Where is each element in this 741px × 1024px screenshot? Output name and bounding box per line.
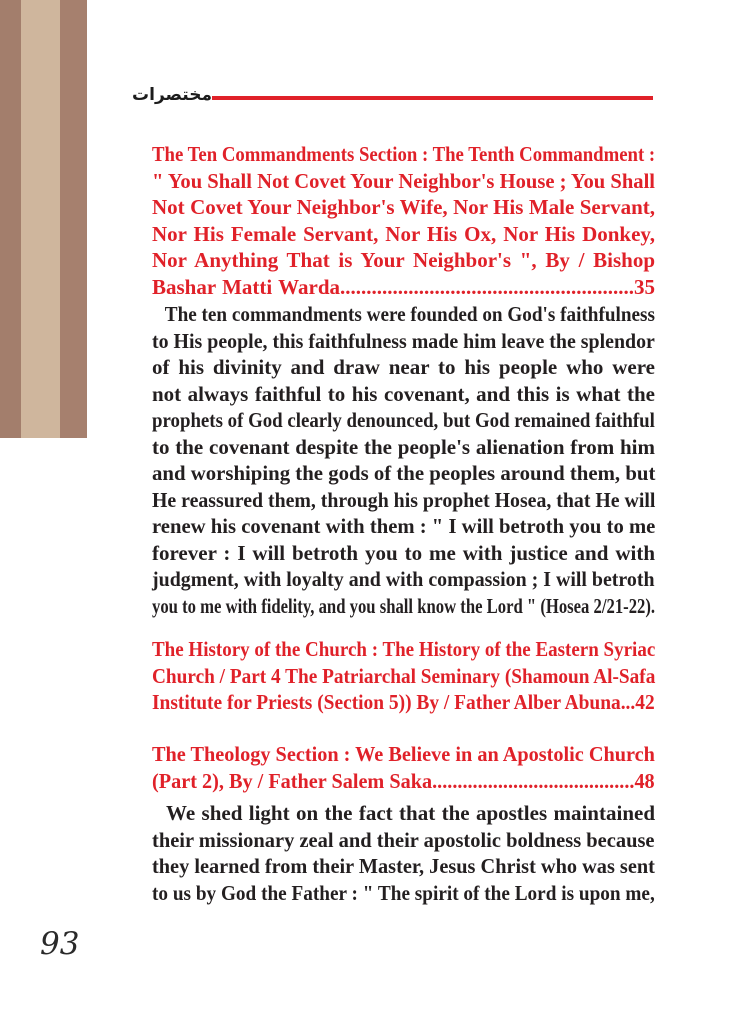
summary-line: forever : I will betroth you to me with justice and with (152, 540, 655, 565)
summary-line: judgment, with loyalty and with compassion ; I will betroth (152, 567, 655, 591)
stripe-dark-left (0, 0, 21, 438)
summary-line: and worshiping the gods of the peoples around them, but (152, 461, 656, 485)
summary-line: their missionary zeal and their apostolic boldness because (152, 827, 655, 852)
toc-entry-ten-commandments (152, 141, 655, 300)
summary-line: He reassured them, through his prophet Hosea, that He will (152, 487, 656, 512)
section-label-arabic: مختصرات (132, 85, 212, 105)
stripe-light-middle (21, 0, 60, 438)
summary-line: you to me with fidelity, and you shall know the Lord " (Hosea 2/21-22). (152, 593, 656, 618)
toc-entry-line-page-ref: Institute for Priests (Section 5)) By / Father Alber Abuna...42 (152, 690, 655, 714)
summary-line: to us by God the Father : " The spirit of the Lord is upon me, (152, 880, 655, 905)
summary-paragraph-theology (152, 800, 655, 906)
summary-line: to His people, this faithfulness made him leave the splendor (152, 328, 655, 353)
toc-entry-line: Nor His Female Servant, Nor His Ox, Nor His Donkey, (152, 221, 655, 246)
toc-entry-line: The Theology Section : We Believe in an Apostolic Church (152, 742, 655, 766)
toc-entry-line: Church / Part 4 The Patriarchal Seminary (Shamoun Al-Safa (152, 663, 656, 688)
summary-paragraph-ten-commandments (152, 301, 655, 619)
toc-entry-church-history (152, 636, 655, 716)
summary-line: The ten commandments were founded on God's faithfulness (164, 302, 655, 326)
summary-line: they learned from their Master, Jesus Christ who was sent (152, 854, 655, 878)
toc-entry-line: Nor Anything That is Your Neighbor's ", By / Bishop (152, 248, 655, 272)
toc-entry-line: " You Shall Not Covet Your Neighbor's House ; You Shall (152, 168, 656, 193)
summary-line: renew his covenant with them : " I will betroth you to me (152, 514, 656, 538)
decorative-stripe-sidebar (0, 0, 87, 438)
page-number: 93 (40, 926, 80, 962)
toc-entry-line-page-ref: Bashar Matti Warda........................................................35 (152, 274, 655, 299)
summary-line: We shed light on the fact that the apostles maintained (166, 801, 655, 825)
toc-entry-line: Not Covet Your Neighbor's Wife, Nor His Male Servant, (152, 195, 655, 219)
toc-entry-line-page-ref: (Part 2), By / Father Salem Saka........................................48 (152, 768, 655, 793)
toc-entry-line: The History of the Church : The History of the Eastern Syriac (152, 637, 656, 661)
summary-line: not always faithful to his covenant, and this is what the (152, 381, 655, 406)
toc-entry-line: The Ten Commandments Section : The Tenth Commandment : (152, 142, 656, 166)
summary-line: prophets of God clearly denounced, but God remained faithful (152, 408, 655, 432)
header-rule (212, 96, 653, 100)
toc-entry-theology-section (152, 741, 655, 794)
summary-line: to the covenant despite the people's alienation from him (152, 434, 655, 459)
stripe-dark-right (60, 0, 87, 438)
summary-line: of his divinity and draw near to his people who were (152, 355, 655, 379)
